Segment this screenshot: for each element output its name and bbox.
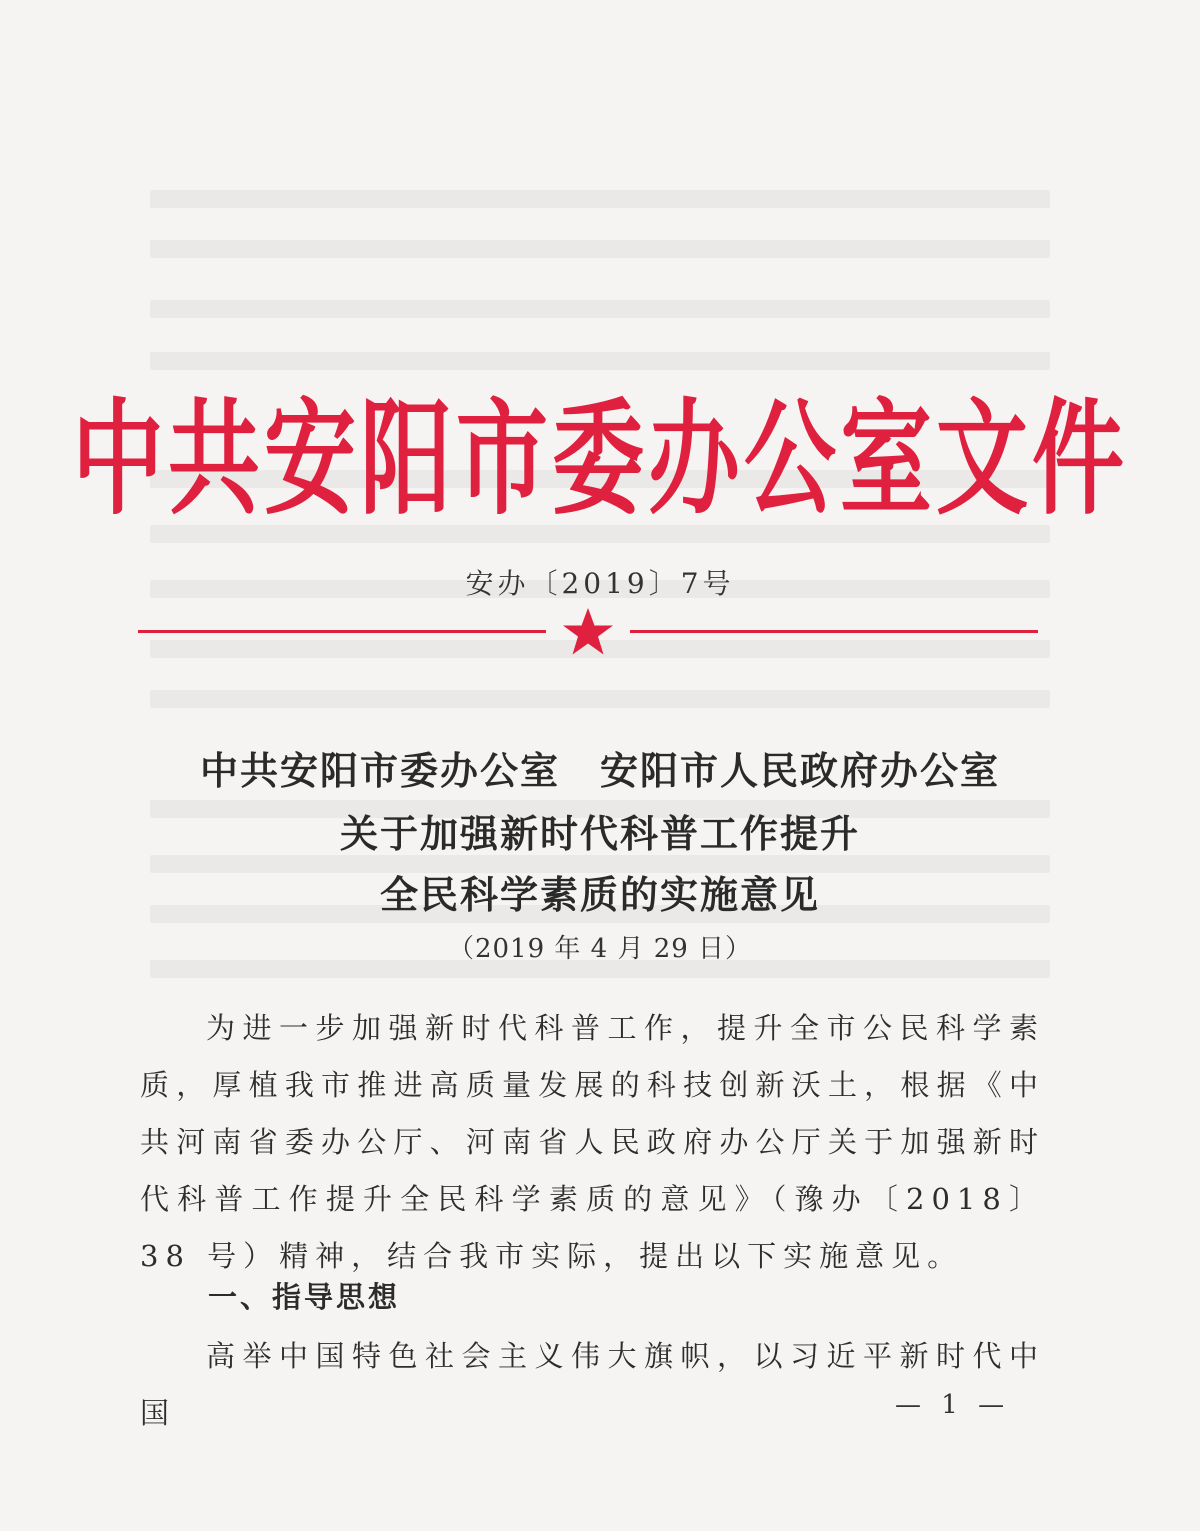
- intro-paragraph: 为进一步加强新时代科普工作，提升全市公民科学素质，厚植我市推进高质量发展的科技创新沃土，根据《中共河南省委办公厅、河南省人民政府办公厅关于加强新时代科普工作提升全民科学素质的意见》（豫办〔2018〕38 号）精神，结合我市实际，提出以下实施意见。: [140, 1011, 1045, 1273]
- page-number: — 1 —: [895, 1390, 1011, 1420]
- document-header-title: 中共安阳市委办公室文件: [71, 387, 1128, 532]
- section-body-first-line: 高举中国特色社会主义伟大旗帜，以习近平新时代中国: [140, 1339, 1045, 1430]
- document-date: （2019 年 4 月 29 日）: [447, 934, 753, 964]
- red-divider-right: [630, 630, 1038, 633]
- document-title-line-2: 关于加强新时代科普工作提升: [339, 811, 860, 856]
- red-divider-left: [138, 630, 546, 633]
- section-heading: 一、指导思想: [208, 1280, 401, 1314]
- document-title-line-3: 全民科学素质的实施意见: [379, 872, 820, 917]
- red-star-icon: [562, 606, 614, 658]
- document-title-line-1: 中共安阳市委办公室 安阳市人民政府办公室: [199, 748, 1000, 793]
- document-number: 安办〔2019〕7号: [465, 567, 735, 600]
